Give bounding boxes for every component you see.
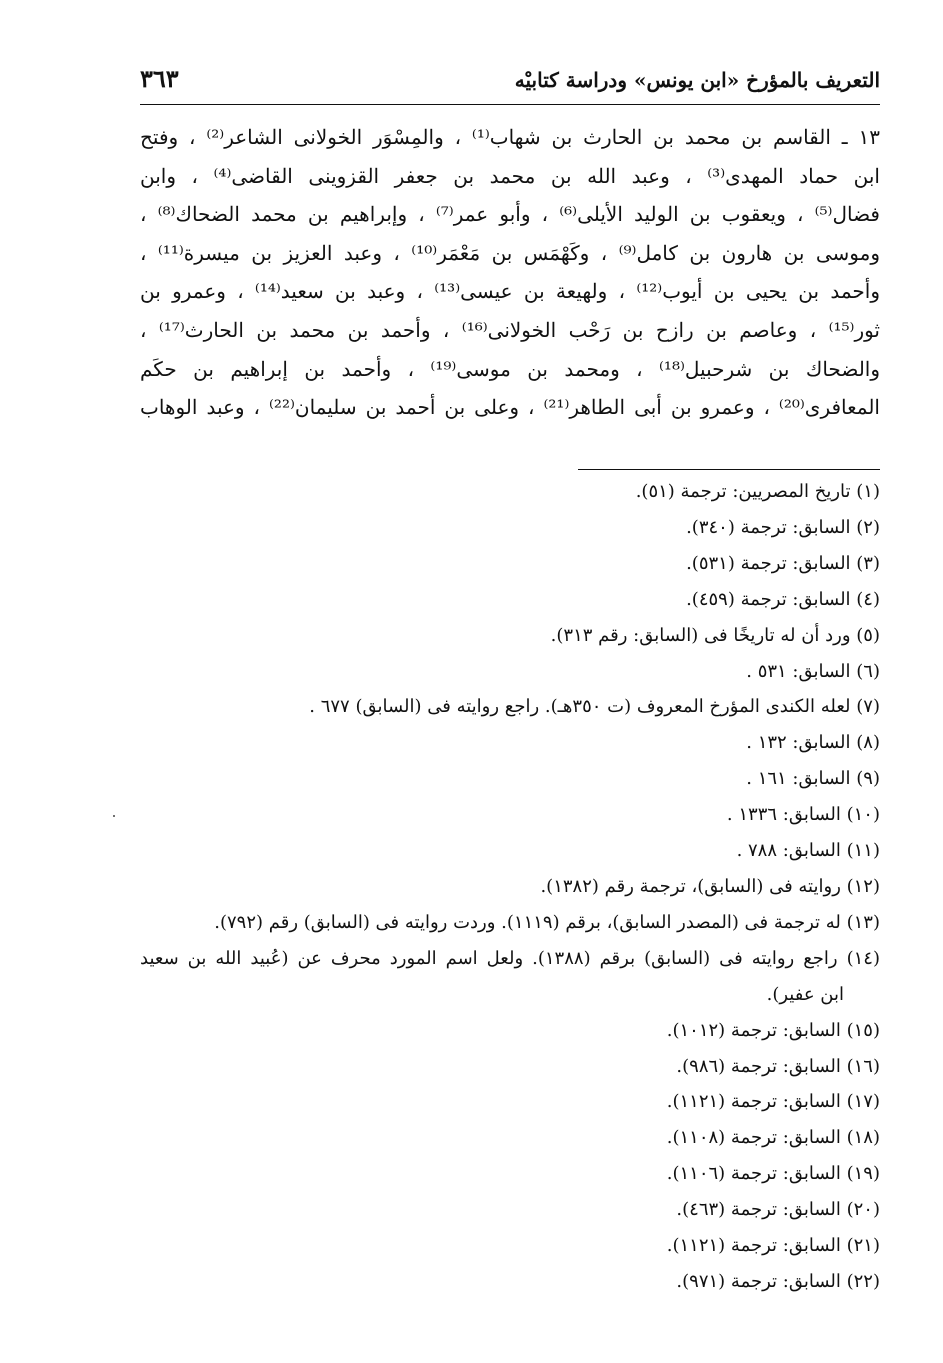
page-number: ٣٦٣ [140, 64, 179, 93]
running-title: التعريف بالمؤرخ «ابن يونس» ودراسة كتابيْه [514, 68, 880, 92]
footnote: (٢) السابق: ترجمة (٣٤٠). [686, 516, 880, 538]
footnote: (٧) لعله الكندى المؤرخ المعروف (ت ٣٥٠هـ). راجع روايته فى (السابق) ٦٧٧ . [309, 696, 880, 718]
footnote: (٢٢) السابق: ترجمة (٩٧١). [676, 1270, 880, 1292]
footnote: (٢١) السابق: ترجمة (١١٢١). [666, 1235, 880, 1257]
footnote: (٥) ورد أن له تاريخًا فى (السابق: رقم ٣١٣). [550, 624, 880, 646]
main-paragraph [140, 118, 880, 427]
footnote: (١٥) السابق: ترجمة (١٠١٢). [666, 1019, 880, 1041]
footnote: (١٤) راجع روايته فى (السابق) برقم (١٣٨٨). ولعل اسم المورد محرف عن (عُبيد الله بن سعيد [140, 947, 880, 969]
footnotes-list [140, 474, 880, 1300]
footnote: (١٢) روايته فى (السابق)، ترجمة رقم (١٣٨٢). [540, 875, 880, 897]
footnote: (١٩) السابق: ترجمة (١١٠٦). [666, 1163, 880, 1185]
footnote: (١٦) السابق: ترجمة (٩٨٦). [676, 1055, 880, 1077]
footnote-continuation: ابن عفير). [766, 983, 844, 1005]
footnote: (١٧) السابق: ترجمة (١١٢١). [666, 1091, 880, 1113]
paragraph-line: ابن حماد المهدى⁽³⁾ ، وعبد الله بن محمد بن جعفر القزوينى القاضى⁽⁴⁾ ، وابن [140, 163, 880, 188]
footnote: (١٨) السابق: ترجمة (١١٠٨). [666, 1127, 880, 1149]
footnote: (١٠) السابق: ١٣٣٦ . [726, 804, 880, 826]
footnote: (١١) السابق: ٧٨٨ . [736, 840, 880, 862]
footnote: (٨) السابق: ١٣٢ . [746, 732, 880, 754]
page-header [140, 60, 880, 104]
footnote: (٣) السابق: ترجمة (٥٣١). [686, 552, 880, 574]
paragraph-line: ١٣ ـ القاسم بن محمد بن الحارث بن شهاب⁽¹⁾ ، والمِسْوَر الخولانى الشاعر⁽²⁾ ، وفتح [140, 125, 881, 149]
paragraph-line: المعافرى⁽²⁰⁾ ، وعمرو بن أبى الطاهر⁽²¹⁾ ، وعلى بن أحمد بن سليمان⁽²²⁾ ، وعبد الوهاب [140, 395, 880, 420]
scan-speck [113, 815, 115, 817]
footnote: (٢٠) السابق: ترجمة (٤٦٣). [676, 1199, 880, 1221]
footnote-separator [578, 469, 880, 470]
footnote: (١) تاريخ المصريين: ترجمة (٥١). [635, 481, 880, 502]
footnote: (٦) السابق: ٥٣١ . [746, 660, 880, 682]
paragraph-line: وأحمد بن يحيى بن أيوب⁽¹²⁾ ، ولهيعة بن عيسى⁽¹³⁾ ، وعبد بن سعيد⁽¹⁴⁾ ، وعمرو بن [140, 279, 880, 304]
paragraph-line: والضحاك بن شرحبيل⁽¹⁸⁾ ، ومحمد بن موسى⁽¹⁹⁾ ، وأحمد بن إبراهيم بن حكَم [140, 356, 880, 381]
paragraph-line: ثور⁽¹⁵⁾ ، وعاصم بن رازح بن رَحْب الخولانى⁽¹⁶⁾ ، وأحمد بن محمد بن الحارث⁽¹⁷⁾ ، [140, 317, 880, 342]
footnote: (٤) السابق: ترجمة (٤٥٩). [686, 588, 880, 610]
header-rule [140, 104, 880, 105]
footnote: (١٣) له ترجمة فى (المصدر السابق)، برقم (١١١٩). وردت روايته فى (السابق) رقم (٧٩٢). [214, 911, 880, 933]
footnote: (٩) السابق: ١٦١ . [746, 768, 880, 790]
paragraph-line: فضال⁽⁵⁾ ، ويعقوب بن الوليد الأيلى⁽⁶⁾ ، وأبو عمر⁽⁷⁾ ، وإبراهيم بن محمد الضحاك⁽⁸⁾ ، [140, 202, 880, 227]
paragraph-line: وموسى بن هارون بن كامل⁽⁹⁾ ، وكَهْمَس بن مَعْمَر⁽¹⁰⁾ ، وعبد العزيز بن ميسرة⁽¹¹⁾ ، [140, 240, 880, 265]
